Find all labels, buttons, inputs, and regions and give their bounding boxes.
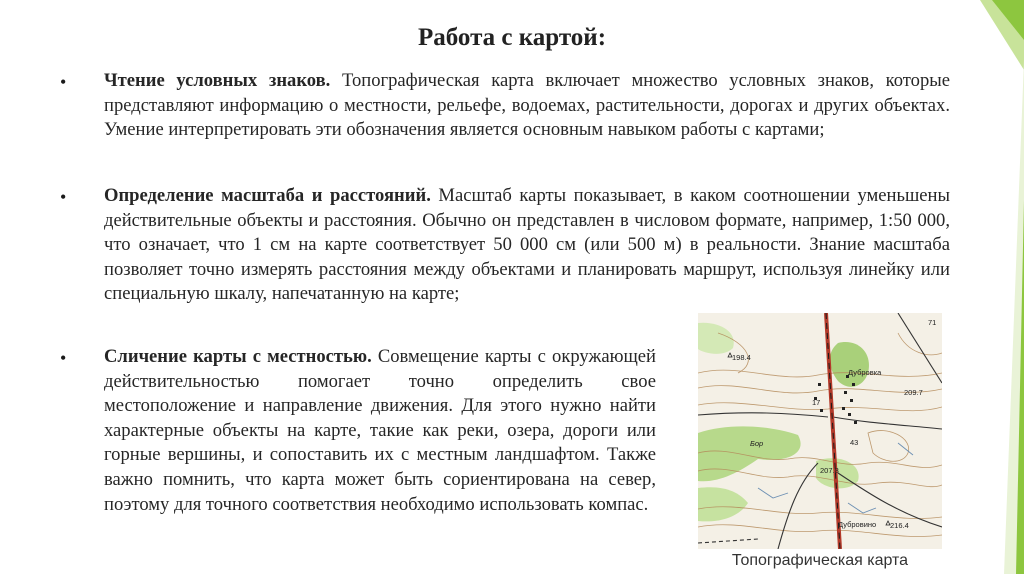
map-label-height: 216.4	[890, 521, 909, 530]
bullet-heading: Определение масштаба и расстояний.	[104, 185, 431, 206]
topographic-map-image	[698, 313, 942, 549]
map-caption: Топографическая карта	[731, 552, 909, 569]
bullet-marker: •	[60, 72, 67, 92]
bullet-item-comparison	[104, 345, 656, 517]
bullet-text: Топографическая карта включает множество условных знаков, которые представляют информацию о местности, рельефе, водоемах, растительности, дорогах и других объектах. Умение интерпретировать эти обозначения является основным навыком работы с картами;	[104, 70, 951, 141]
map-label-village: Дубровка	[848, 368, 882, 377]
bullet-item-scale	[104, 184, 950, 307]
map-label-height: 43	[850, 438, 859, 447]
decorative-corner	[944, 0, 1024, 574]
map-label-number: 17	[812, 398, 821, 407]
map-label-height: 209.7	[904, 388, 923, 397]
map-label-height: 207.8	[820, 466, 839, 475]
bullet-item-symbols	[104, 69, 950, 143]
map-label-number: 71	[928, 318, 937, 327]
bullet-heading: Чтение условных знаков.	[104, 70, 331, 91]
bullet-marker: •	[60, 187, 67, 207]
bullet-text: Совмещение карты с окружающей действительностью помогает точно определить свое местоположение и направление движения. Для этого нужно найти характерные объекты на карте, такие как реки, озера, дороги или горные вершины, и сопоставить их с местным ландшафтом. Также важно помнить, что карта может быть сориентирована на север, поэтому для точного соответствия необходимо использовать компас.	[104, 346, 656, 515]
bullet-text: Масштаб карты показывает, в каком соотношении уменьшены действительные объекты и расстояния. Обычно он представлен в числовом формате, например, 1:50 000, что означает, что 1 см на карте соответствует 50 000 см (или 500 м) в реальности. Знание масштаба позволяет точно измерять расстояния между объектами и планировать маршрут, используя линейку или специальную шкалу, напечатанную на карте;	[104, 185, 950, 305]
map-label-height: 198.4	[732, 353, 751, 362]
slide-title: Работа с картой:	[417, 24, 607, 51]
bullet-marker: •	[60, 348, 67, 368]
bullet-heading: Сличение карты с местностью.	[104, 346, 372, 367]
map-label-village2: Дубровино	[838, 520, 877, 529]
map-label-forest: Бор	[750, 439, 764, 448]
